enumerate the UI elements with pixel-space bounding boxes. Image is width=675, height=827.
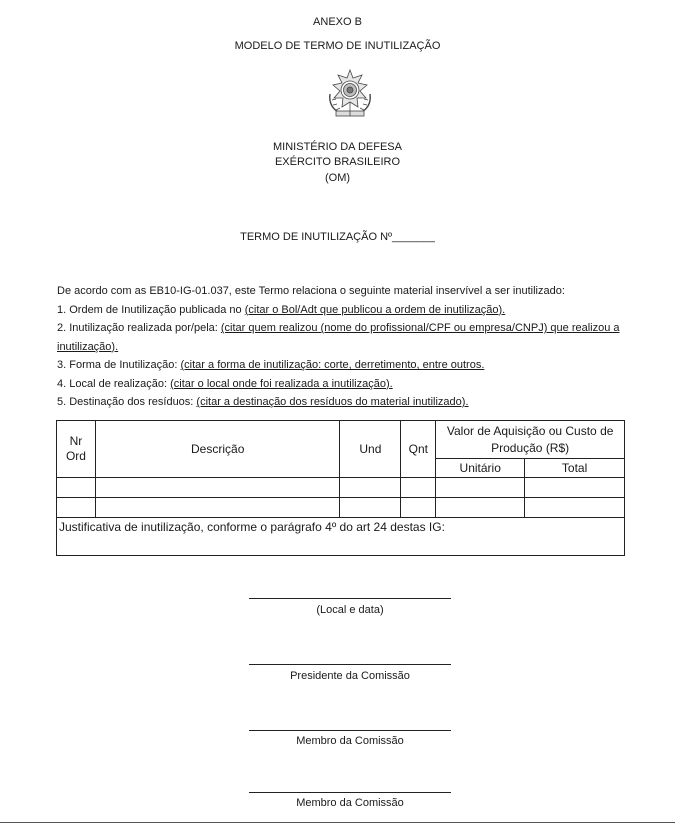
item-prefix: 2. Inutilização realizada por/pela: [57, 322, 221, 334]
signature-label-membro-2: Membro da Comissão [296, 797, 404, 809]
cell-empty [401, 478, 436, 498]
cell-empty [340, 498, 401, 518]
cell-empty [95, 498, 339, 518]
list-item [57, 301, 647, 320]
intro-text: De acordo com as EB10-IG-01.037, este Termo relaciona o seguinte material inservível a ser inutilizado: [57, 285, 565, 297]
list-item [57, 319, 647, 356]
list-item [57, 375, 647, 394]
justification-row [57, 518, 625, 556]
list-item [57, 356, 647, 375]
signature-line-presidente [249, 664, 451, 665]
signature-label-membro-1: Membro da Comissão [296, 735, 404, 747]
cell-empty [525, 478, 625, 498]
signature-line-membro-2 [249, 792, 451, 793]
signature-label-presidente: Presidente da Comissão [290, 670, 410, 682]
cell-empty [436, 498, 525, 518]
justification-text: Justificativa de inutilização, conforme o parágrafo 4º do art 24 destas IG: [57, 518, 625, 556]
item-prefix: 3. Forma de Inutilização: [57, 359, 181, 371]
body-paragraph [57, 282, 647, 412]
table-header-row [57, 421, 625, 459]
header-total: Total [525, 459, 625, 478]
table-row [57, 478, 625, 498]
coat-of-arms-seal-icon [322, 66, 378, 122]
item-prefix: 1. Ordem de Inutilização publicada no [57, 303, 245, 316]
page-bottom-rule [0, 822, 675, 823]
item-hint: (citar a forma de inutilização: corte, derretimento, entre outros. [180, 359, 485, 371]
signature-line-local [249, 598, 451, 599]
signature-line-membro-1 [249, 730, 451, 731]
ministry-name: MINISTÉRIO DA DEFESA [273, 141, 402, 153]
item-prefix: 5. Destinação dos resíduos: [57, 396, 197, 408]
cell-empty [436, 478, 525, 498]
term-title: TERMO DE INUTILIZAÇÃO Nº_______ [240, 231, 435, 243]
cell-empty [401, 498, 436, 518]
cell-empty [95, 478, 339, 498]
material-table [56, 420, 625, 556]
header-valor: Valor de Aquisição ou Custo de Produção (R$) [436, 421, 625, 459]
cell-empty [57, 478, 96, 498]
item-prefix: 4. Local de realização: [57, 377, 171, 390]
annex-label: ANEXO B [313, 16, 362, 28]
header-nr-ord: Nr Ord [57, 421, 96, 478]
header-unitario: Unitário [436, 459, 525, 478]
cell-empty [340, 478, 401, 498]
list-item [57, 393, 647, 412]
item-hint: (citar o local onde foi realizada a inutilização). [170, 377, 393, 390]
model-title: MODELO DE TERMO DE INUTILIZAÇÃO [234, 40, 441, 52]
header-descricao: Descrição [95, 421, 339, 478]
army-name: EXÉRCITO BRASILEIRO [274, 156, 401, 168]
table-row [57, 498, 625, 518]
header-und: Und [340, 421, 401, 478]
item-hint: (citar quem realizou (nome do profissional/CPF ou empresa/CNPJ) que realizou a inutilização). [57, 322, 620, 353]
cell-empty [525, 498, 625, 518]
header-qnt: Qnt [401, 421, 436, 478]
signature-label-local: (Local e data) [316, 604, 384, 616]
cell-empty [57, 498, 96, 518]
om-label: (OM) [324, 172, 351, 184]
item-hint: (citar o Bol/Adt que publicou a ordem de inutilização). [244, 303, 506, 316]
item-hint: (citar a destinação dos resíduos do material inutilizado). [196, 396, 469, 408]
